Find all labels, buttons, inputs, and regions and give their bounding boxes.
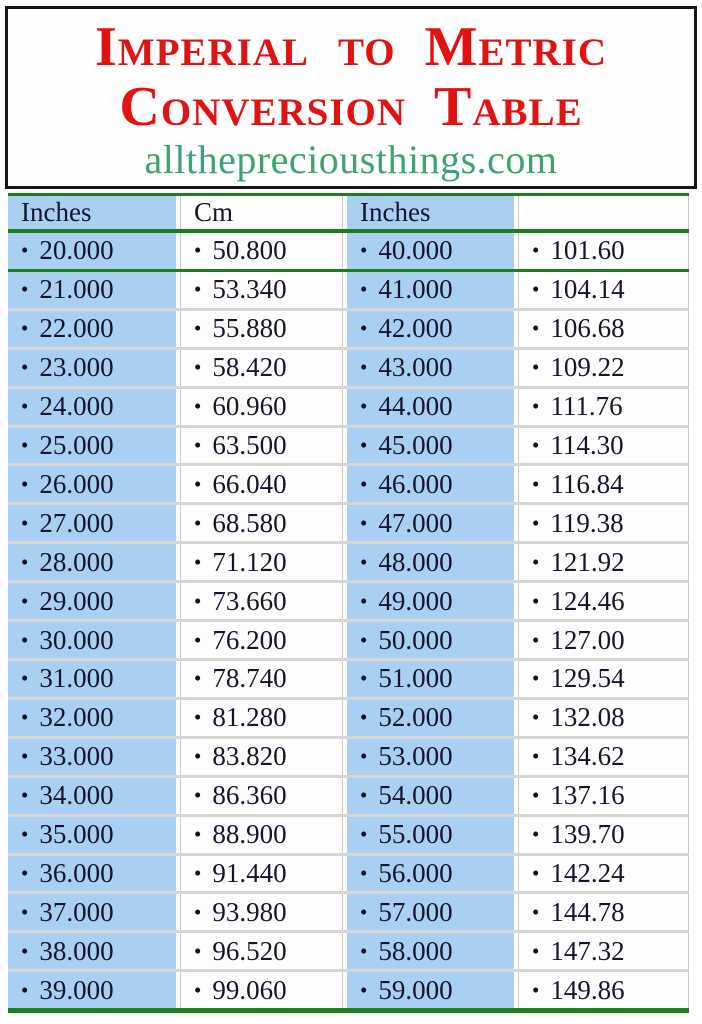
bullet-icon: • [194,510,202,535]
inches-value: 33.000 [39,741,114,772]
bullet-icon: • [21,355,29,380]
bullet-icon: • [532,938,540,963]
table-row [8,544,689,583]
bullet-icon: • [194,860,202,885]
table-row [8,428,689,467]
bullet-icon: • [21,471,29,496]
bullet-icon: • [532,627,540,652]
bullet-icon: • [532,822,540,847]
cm-value-cell [518,272,689,308]
table-body [8,233,689,1008]
cm-value-cell [180,856,343,892]
bullet-icon: • [21,666,29,691]
cm-value: 139.70 [550,819,625,850]
inches-value-cell [347,350,514,386]
bullet-icon: • [194,977,202,1002]
column-header-inches-1: Inches [8,196,176,229]
cm-value-cell [518,778,689,814]
bullet-icon: • [532,977,540,1002]
inches-value: 49.000 [378,585,453,616]
table-row [8,894,689,933]
cm-value: 78.740 [212,663,287,694]
inches-value: 42.000 [378,313,453,344]
inches-value: 43.000 [378,352,453,383]
cm-value: 134.62 [550,741,625,772]
cm-value: 109.22 [550,352,625,383]
cm-value: 58.420 [212,352,287,383]
bullet-icon: • [21,627,29,652]
bullet-icon: • [21,238,29,263]
bullet-icon: • [21,705,29,730]
cm-value: 73.660 [212,585,287,616]
cm-value-cell [180,233,343,269]
cm-value-cell [180,466,343,502]
inches-value-cell [347,272,514,308]
table-row [8,272,689,311]
bullet-icon: • [360,316,368,341]
cm-value: 88.900 [212,819,287,850]
cm-value-cell [180,933,343,969]
cm-value: 147.32 [550,935,625,966]
bullet-icon: • [360,549,368,574]
inches-value: 36.000 [39,857,114,888]
inches-value: 29.000 [39,585,114,616]
bullet-icon: • [360,277,368,302]
inches-value-cell [8,894,176,930]
cm-value-cell [180,739,343,775]
bullet-icon: • [360,977,368,1002]
table-row [8,933,689,972]
inches-value-cell [8,739,176,775]
cm-value: 129.54 [550,663,625,694]
inches-value-cell [8,972,176,1008]
inches-value: 59.000 [378,974,453,1005]
cm-value-cell [180,700,343,736]
cm-value-cell [180,778,343,814]
inches-value-cell [347,778,514,814]
cm-value: 91.440 [212,857,287,888]
bullet-icon: • [194,316,202,341]
bullet-icon: • [360,938,368,963]
cm-value-cell [180,622,343,658]
inches-value-cell [8,778,176,814]
cm-value-cell [180,311,343,347]
inches-value-cell [347,505,514,541]
inches-value-cell [8,661,176,697]
cm-value: 114.30 [550,429,624,460]
bullet-icon: • [532,860,540,885]
inches-value-cell [347,817,514,853]
table-row [8,622,689,661]
bullet-icon: • [21,316,29,341]
inches-value-cell [8,350,176,386]
bullet-icon: • [194,394,202,419]
cm-value-cell [180,428,343,464]
cm-value: 142.24 [550,857,625,888]
bullet-icon: • [360,432,368,457]
bullet-icon: • [532,355,540,380]
inches-value-cell [347,856,514,892]
bullet-icon: • [532,899,540,924]
table-row [8,700,689,739]
inches-value-cell [347,428,514,464]
cm-value: 106.68 [550,313,625,344]
inches-value-cell [8,428,176,464]
cm-value-cell [518,894,689,930]
cm-value-cell [518,856,689,892]
cm-value-cell [518,933,689,969]
bullet-icon: • [194,471,202,496]
inches-value: 51.000 [378,663,453,694]
cm-value-cell [180,350,343,386]
bullet-icon: • [21,938,29,963]
bullet-icon: • [194,627,202,652]
cm-value-cell [180,505,343,541]
cm-value: 104.14 [550,274,625,305]
cm-value: 93.980 [212,896,287,927]
table-row [8,505,689,544]
bullet-icon: • [532,394,540,419]
table-row [8,817,689,856]
cm-value-cell [180,661,343,697]
inches-value: 46.000 [378,468,453,499]
bullet-icon: • [21,783,29,808]
inches-value: 27.000 [39,507,114,538]
cm-value: 96.520 [212,935,287,966]
bullet-icon: • [194,432,202,457]
inches-value: 30.000 [39,624,114,655]
inches-value-cell [8,933,176,969]
cm-value: 71.120 [212,546,287,577]
bullet-icon: • [532,783,540,808]
bullet-icon: • [532,471,540,496]
bullet-icon: • [532,588,540,613]
bullet-icon: • [532,666,540,691]
column-header-inches-2: Inches [347,196,514,229]
inches-value-cell [8,233,176,269]
bullet-icon: • [21,822,29,847]
table-row [8,856,689,895]
cm-value-cell [180,544,343,580]
bullet-icon: • [194,783,202,808]
inches-value-cell [347,389,514,425]
inches-value-cell [8,389,176,425]
cm-value-cell [518,505,689,541]
cm-value: 76.200 [212,624,287,655]
inches-value-cell [347,661,514,697]
inches-value: 25.000 [39,429,114,460]
cm-value-cell [180,272,343,308]
bullet-icon: • [532,705,540,730]
inches-value: 53.000 [378,741,453,772]
table-row [8,311,689,350]
inches-value: 21.000 [39,274,114,305]
cm-value-cell [518,350,689,386]
bullet-icon: • [21,510,29,535]
bullet-icon: • [532,277,540,302]
bullet-icon: • [194,822,202,847]
inches-value-cell [8,466,176,502]
bullet-icon: • [21,394,29,419]
bullet-icon: • [360,783,368,808]
bullet-icon: • [21,977,29,1002]
table-row [8,972,689,1008]
cm-value-cell [518,428,689,464]
bullet-icon: • [21,588,29,613]
cm-value: 124.46 [550,585,625,616]
inches-value: 47.000 [378,507,453,538]
bullet-icon: • [360,471,368,496]
bullet-icon: • [194,666,202,691]
cm-value-cell [180,894,343,930]
bullet-icon: • [194,238,202,263]
inches-value-cell [8,583,176,619]
cm-value: 119.38 [550,507,624,538]
cm-value: 132.08 [550,702,625,733]
inches-value-cell [347,233,514,269]
bullet-icon: • [360,744,368,769]
inches-value-cell [8,700,176,736]
bullet-icon: • [532,549,540,574]
inches-value: 58.000 [378,935,453,966]
inches-value-cell [8,505,176,541]
inches-value: 39.000 [39,974,114,1005]
table-row [8,350,689,389]
inches-value: 44.000 [378,391,453,422]
inches-value-cell [347,739,514,775]
inches-value: 54.000 [378,780,453,811]
bullet-icon: • [360,355,368,380]
inches-value: 20.000 [39,235,114,266]
cm-value: 63.500 [212,429,287,460]
inches-value: 32.000 [39,702,114,733]
inches-value: 22.000 [39,313,114,344]
cm-value-cell [518,622,689,658]
inches-value: 35.000 [39,819,114,850]
cm-value-cell [180,972,343,1008]
page-title-line-2: Conversion Table [119,76,583,138]
cm-value-cell [180,389,343,425]
inches-value: 56.000 [378,857,453,888]
inches-value: 41.000 [378,274,453,305]
cm-value: 66.040 [212,468,287,499]
inches-value-cell [8,817,176,853]
inches-value-cell [347,544,514,580]
table-row [8,389,689,428]
bullet-icon: • [21,549,29,574]
cm-value: 83.820 [212,741,287,772]
inches-value: 38.000 [39,935,114,966]
cm-value-cell [180,817,343,853]
bullet-icon: • [194,899,202,924]
cm-value: 116.84 [550,468,624,499]
cm-value-cell [518,817,689,853]
bullet-icon: • [194,355,202,380]
inches-value: 57.000 [378,896,453,927]
bullet-icon: • [532,316,540,341]
bullet-icon: • [360,822,368,847]
inches-value: 55.000 [378,819,453,850]
inches-value: 24.000 [39,391,114,422]
cm-value: 99.060 [212,974,287,1005]
bullet-icon: • [21,432,29,457]
inches-value: 48.000 [378,546,453,577]
bullet-icon: • [21,899,29,924]
bullet-icon: • [194,705,202,730]
cm-value: 50.800 [212,235,287,266]
cm-value: 60.960 [212,391,287,422]
column-header-cm-2 [518,196,689,229]
cm-value: 101.60 [550,235,625,266]
inches-value: 23.000 [39,352,114,383]
inches-value-cell [347,894,514,930]
inches-value: 50.000 [378,624,453,655]
bullet-icon: • [21,860,29,885]
cm-value: 53.340 [212,274,287,305]
bullet-icon: • [360,394,368,419]
inches-value: 34.000 [39,780,114,811]
bullet-icon: • [360,899,368,924]
cm-value: 137.16 [550,780,625,811]
table-row [8,778,689,817]
bullet-icon: • [194,277,202,302]
inches-value: 40.000 [378,235,453,266]
bullet-icon: • [194,938,202,963]
cm-value: 121.92 [550,546,625,577]
bullet-icon: • [360,705,368,730]
website-url: allthepreciousthings.com [144,137,558,182]
table-row [8,661,689,700]
inches-value-cell [8,311,176,347]
inches-value-cell [347,311,514,347]
title-box [5,6,697,189]
inches-value-cell [8,272,176,308]
inches-value-cell [347,972,514,1008]
bullet-icon: • [532,744,540,769]
inches-value: 45.000 [378,429,453,460]
bullet-icon: • [360,588,368,613]
inches-value: 37.000 [39,896,114,927]
table-row [8,233,689,272]
inches-value: 26.000 [39,468,114,499]
cm-value: 127.00 [550,624,625,655]
bullet-icon: • [532,432,540,457]
cm-value: 144.78 [550,896,625,927]
cm-value-cell [518,583,689,619]
cm-value-cell [518,739,689,775]
inches-value-cell [347,700,514,736]
inches-value-cell [8,622,176,658]
bullet-icon: • [21,277,29,302]
table-row [8,466,689,505]
cm-value-cell [518,389,689,425]
inches-value: 28.000 [39,546,114,577]
column-header-cm-1: Cm [180,196,343,229]
table-row [8,583,689,622]
cm-value: 149.86 [550,974,625,1005]
bullet-icon: • [194,588,202,613]
inches-value-cell [347,933,514,969]
cm-value: 68.580 [212,507,287,538]
inches-value-cell [347,466,514,502]
cm-value-cell [180,583,343,619]
bullet-icon: • [532,510,540,535]
bullet-icon: • [360,510,368,535]
cm-value-cell [518,700,689,736]
cm-value-cell [518,311,689,347]
cm-value-cell [518,466,689,502]
cm-value: 55.880 [212,313,287,344]
inches-value: 31.000 [39,663,114,694]
cm-value: 81.280 [212,702,287,733]
cm-value: 86.360 [212,780,287,811]
bullet-icon: • [360,627,368,652]
cm-value-cell [518,972,689,1008]
bullet-icon: • [194,744,202,769]
bullet-icon: • [360,666,368,691]
bullet-icon: • [360,238,368,263]
table-row [8,739,689,778]
cm-value-cell [518,661,689,697]
bullet-icon: • [194,549,202,574]
bullet-icon: • [21,744,29,769]
inches-value-cell [8,544,176,580]
bullet-icon: • [532,238,540,263]
cm-value-cell [518,233,689,269]
inches-value: 52.000 [378,702,453,733]
table-header-row [8,196,689,233]
inches-value-cell [347,622,514,658]
conversion-table [8,193,689,1013]
inches-value-cell [347,583,514,619]
bullet-icon: • [360,860,368,885]
page-title-line-1: Imperial to Metric [95,16,607,78]
inches-value-cell [8,856,176,892]
cm-value: 111.76 [550,391,623,422]
cm-value-cell [518,544,689,580]
